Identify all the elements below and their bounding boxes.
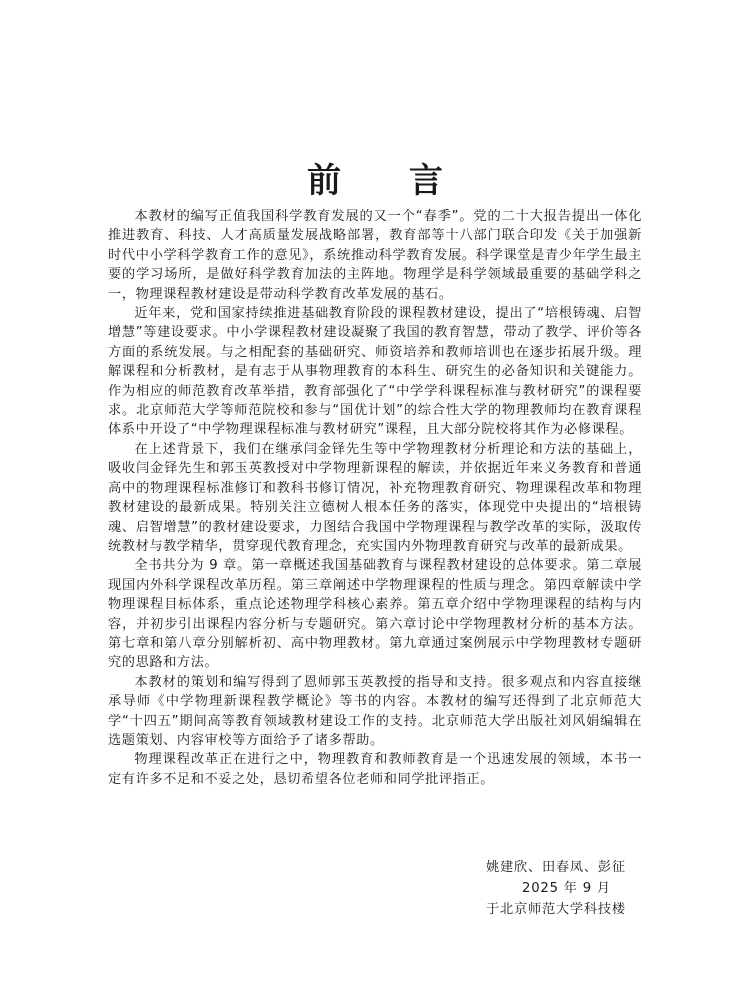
signature-block bbox=[486, 857, 646, 920]
paragraph-1: 本教材的编写正值我国科学教育发展的又一个“春季”。党的二十大报告提出一体化推进教育、科技、人才高质量发展战略部署，教育部等十八部门联合印发《关于加强新时代中小学科学教育工作的意见》，系统推动科学教育发展。科学课堂是青少年学生最主要的学习场所，是做好科学教育加法的主阵地。物理学是科学领域最重要的基础学科之一，物理课程教材建设是带动科学教育改革发展的基石。 bbox=[108, 209, 642, 302]
signature-date: 2025 年 9 月 bbox=[522, 881, 611, 896]
paragraph-6: 物理课程改革正在进行之中，物理教育和教师教育是一个迅速发展的领域，本书一定有许多不足和不妥之处，恳切希望各位老师和同学批评指正。 bbox=[108, 752, 642, 787]
page-title: 前 言 bbox=[307, 160, 471, 201]
signature-place: 于北京师范大学科技楼 bbox=[486, 902, 626, 917]
preface-body bbox=[108, 207, 642, 789]
paragraph-5: 本教材的策划和编写得到了恩师郭玉英教授的指导和支持。很多观点和内容直接继承导师《中学物理新课程教学概论》等书的内容。本教材的编写还得到了北京师范大学“十四五”期间高等教育领域教材建设工作的支持。北京师范大学出版社刘风娟编辑在选题策划、内容审校等方面给予了诸多帮助。 bbox=[108, 674, 642, 748]
signature-authors: 姚建欣、田春凤、彭征 bbox=[486, 860, 626, 875]
paragraph-3: 在上述背景下，我们在继承闫金铎先生等中学物理教材分析理论和方法的基础上，吸收闫金铎先生和郭玉英教授对中学物理新课程的解读，并依据近年来义务教育和普通高中的物理课程标准修订和教科书修订情况，补充物理教育研究、物理课程改革和物理教材建设的最新成果。特别关注立德树人根本任务的落实，体现党中央提出的“培根铸魂、启智增慧”的教材建设要求，力图结合我国中学物理课程与教学改革的实际，汲取传统教材与教学精华，贯穿现代教育理念，充实国内外物理教育研究与改革的最新成果。 bbox=[108, 441, 642, 554]
paragraph-2: 近年来，党和国家持续推进基础教育阶段的课程教材建设，提出了“培根铸魂、启智增慧”等建设要求。中小学课程教材建设凝聚了我国的教育智慧，带动了教学、评价等各方面的系统发展。与之相配套的基础研究、师资培养和教师培训也在逐步拓展升级。理解课程和分析教材，是有志于从事物理教育的本科生、研究生的必备知识和关键能力。作为相应的师范教育改革举措，教育部强化了“中学学科课程标准与教材研究”的课程要求。北京师范大学等师范院校和参与“国优计划”的综合性大学的物理教师均在教育课程体系中开设了“中学物理课程标准与教材研究”课程，且大部分院校将其作为必修课程。 bbox=[108, 306, 642, 438]
paragraph-4: 全书共分为 9 章。第一章概述我国基础教育与课程教材建设的总体要求。第二章展现国内外科学课程改革历程。第三章阐述中学物理课程的性质与理念。第四章解读中学物理课程目标体系，重点论述物理学科核心素养。第五章介绍中学物理课程的结构与内容，并初步引出课程内容分析与专题研究。第六章讨论中学物理教材分析的基本方法。第七章和第八章分别解析初、高中物理教材。第九章通过案例展示中学物理教材专题研究的思路和方法。 bbox=[108, 558, 642, 671]
